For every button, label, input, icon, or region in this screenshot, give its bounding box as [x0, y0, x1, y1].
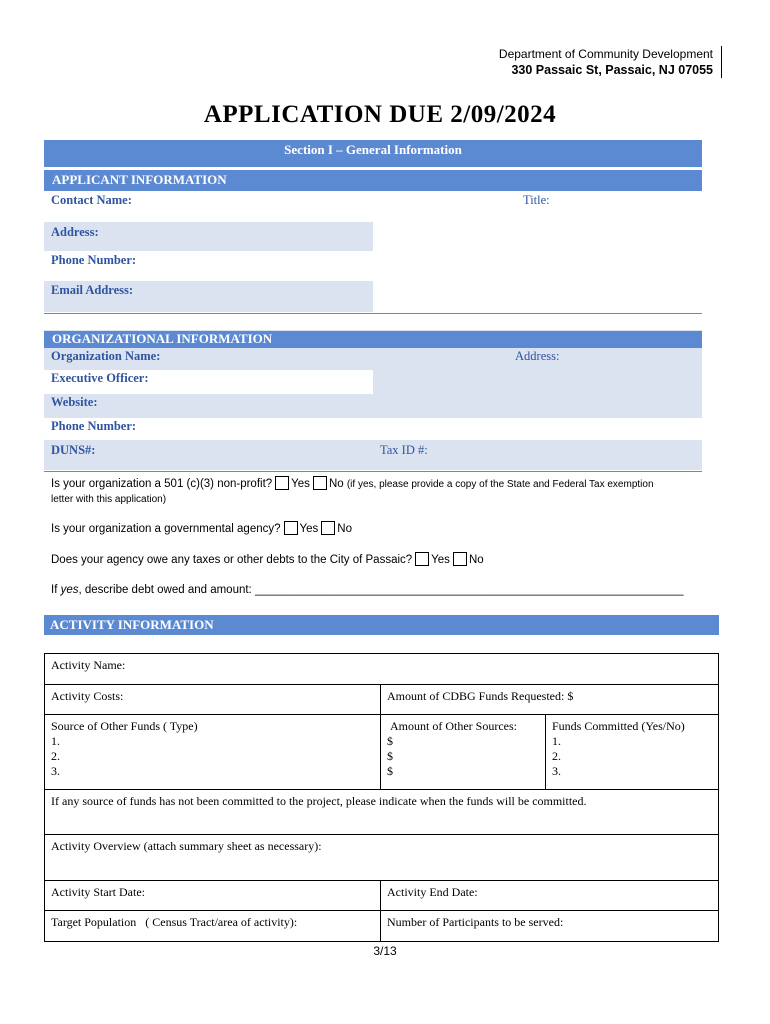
debt-question: [51, 552, 484, 566]
address-label: Address:: [51, 225, 99, 239]
duns-label: DUNS#:: [51, 443, 96, 457]
government-yes-label: Yes: [299, 523, 319, 535]
nonprofit-question-text: Is your organization a 501 (c)(3) non-profit?: [51, 478, 273, 490]
committed-2: 2.: [552, 749, 561, 763]
title-label: Title:: [523, 193, 550, 207]
other-amount-cell[interactable]: [381, 715, 546, 790]
email-label: Email Address:: [51, 283, 134, 297]
amount-1: $: [387, 734, 393, 748]
debt-no-checkbox[interactable]: [453, 552, 467, 566]
debt-description-prefix: If: [51, 584, 61, 596]
government-no-checkbox[interactable]: [321, 521, 335, 535]
debt-no-label: No: [468, 554, 484, 566]
org-name-label: Organization Name:: [51, 349, 161, 363]
department-address: 330 Passaic St, Passaic, NJ 07055: [511, 63, 713, 77]
org-phone-label: Phone Number:: [51, 419, 137, 433]
debt-description-yes: yes: [60, 584, 79, 596]
nonprofit-note: (if yes, please provide a copy of the State and Federal Tax exemption: [346, 479, 654, 490]
nonprofit-yes-checkbox[interactable]: [275, 476, 289, 490]
duns-row: [44, 440, 702, 470]
end-date-label: Activity End Date:: [387, 885, 478, 899]
divider: [44, 313, 702, 314]
page-number: 3/13: [373, 944, 397, 958]
website-label: Website:: [51, 395, 98, 409]
department-header: [499, 46, 722, 78]
activity-costs-label: Activity Costs:: [51, 689, 124, 703]
debt-description[interactable]: [51, 584, 721, 596]
source-3: 3.: [51, 764, 60, 778]
committed-3: 3.: [552, 764, 561, 778]
department-name: Department of Community Development: [498, 47, 713, 61]
start-date-label: Activity Start Date:: [51, 885, 145, 899]
participants-cell[interactable]: [381, 911, 719, 942]
activity-name-cell[interactable]: [45, 654, 719, 685]
committed-1: 1.: [552, 734, 561, 748]
activity-name-label: Activity Name:: [51, 658, 126, 672]
debt-description-text: , describe debt owed and amount: ___________________________________________________________________: [78, 584, 684, 596]
nonprofit-no-checkbox[interactable]: [313, 476, 327, 490]
section-1-band: [44, 140, 702, 167]
participants-label: Number of Participants to be served:: [387, 915, 564, 929]
nonprofit-no-label: No: [328, 478, 344, 490]
government-question-text: Is your organization a governmental agency?: [51, 523, 281, 535]
section-1-heading: Section I – General Information: [284, 142, 462, 157]
debt-yes-label: Yes: [431, 554, 450, 566]
org-address-label: Address:: [515, 349, 560, 363]
source-2: 2.: [51, 749, 60, 763]
government-question: [51, 521, 352, 535]
activity-costs-cell[interactable]: [45, 685, 381, 715]
nonprofit-note-cont: letter with this application): [51, 494, 167, 505]
tax-id-label: Tax ID #:: [380, 443, 428, 457]
amount-3: $: [387, 764, 393, 778]
end-date-cell[interactable]: [381, 881, 719, 911]
government-no-label: No: [337, 523, 352, 535]
activity-overview-cell[interactable]: [45, 835, 719, 881]
government-yes-checkbox[interactable]: [284, 521, 298, 535]
debt-question-text: Does your agency owe any taxes or other debts to the City of Passaic?: [51, 554, 413, 566]
contact-name-label: Contact Name:: [51, 193, 132, 207]
amount-2: $: [387, 749, 393, 763]
other-funds-source-cell[interactable]: [45, 715, 381, 790]
applicant-info-heading: APPLICANT INFORMATION: [44, 170, 702, 191]
divider: [44, 471, 702, 472]
activity-info-heading: ACTIVITY INFORMATION: [44, 615, 719, 635]
nonprofit-yes-label: Yes: [291, 478, 310, 490]
phone-label: Phone Number:: [51, 253, 137, 267]
funds-committed-cell[interactable]: [546, 715, 719, 790]
activity-table: [44, 653, 719, 942]
cdbg-funds-label: Amount of CDBG Funds Requested: $: [387, 689, 574, 703]
funds-committed-note: If any source of funds has not been committed to the project, please indicate when the funds will be committed.: [51, 794, 587, 808]
page-title: APPLICATION DUE 2/09/2024: [203, 101, 557, 128]
cdbg-funds-cell[interactable]: [381, 685, 719, 715]
debt-yes-checkbox[interactable]: [415, 552, 429, 566]
executive-officer-label: Executive Officer:: [51, 371, 149, 385]
source-1: 1.: [51, 734, 60, 748]
other-amount-label: Amount of Other Sources:: [390, 719, 517, 733]
activity-overview-label: Activity Overview (attach summary sheet as necessary):: [51, 839, 322, 853]
funds-committed-note-cell[interactable]: [45, 790, 719, 835]
target-population-label: Target Population ( Census Tract/area of activity):: [51, 915, 298, 929]
org-info-heading: ORGANIZATIONAL INFORMATION: [44, 331, 702, 348]
target-population-cell[interactable]: [45, 911, 381, 942]
start-date-cell[interactable]: [45, 881, 381, 911]
nonprofit-question: [51, 476, 721, 507]
funds-committed-label: Funds Committed (Yes/No): [552, 719, 685, 733]
other-funds-label: Source of Other Funds ( Type): [51, 719, 198, 733]
